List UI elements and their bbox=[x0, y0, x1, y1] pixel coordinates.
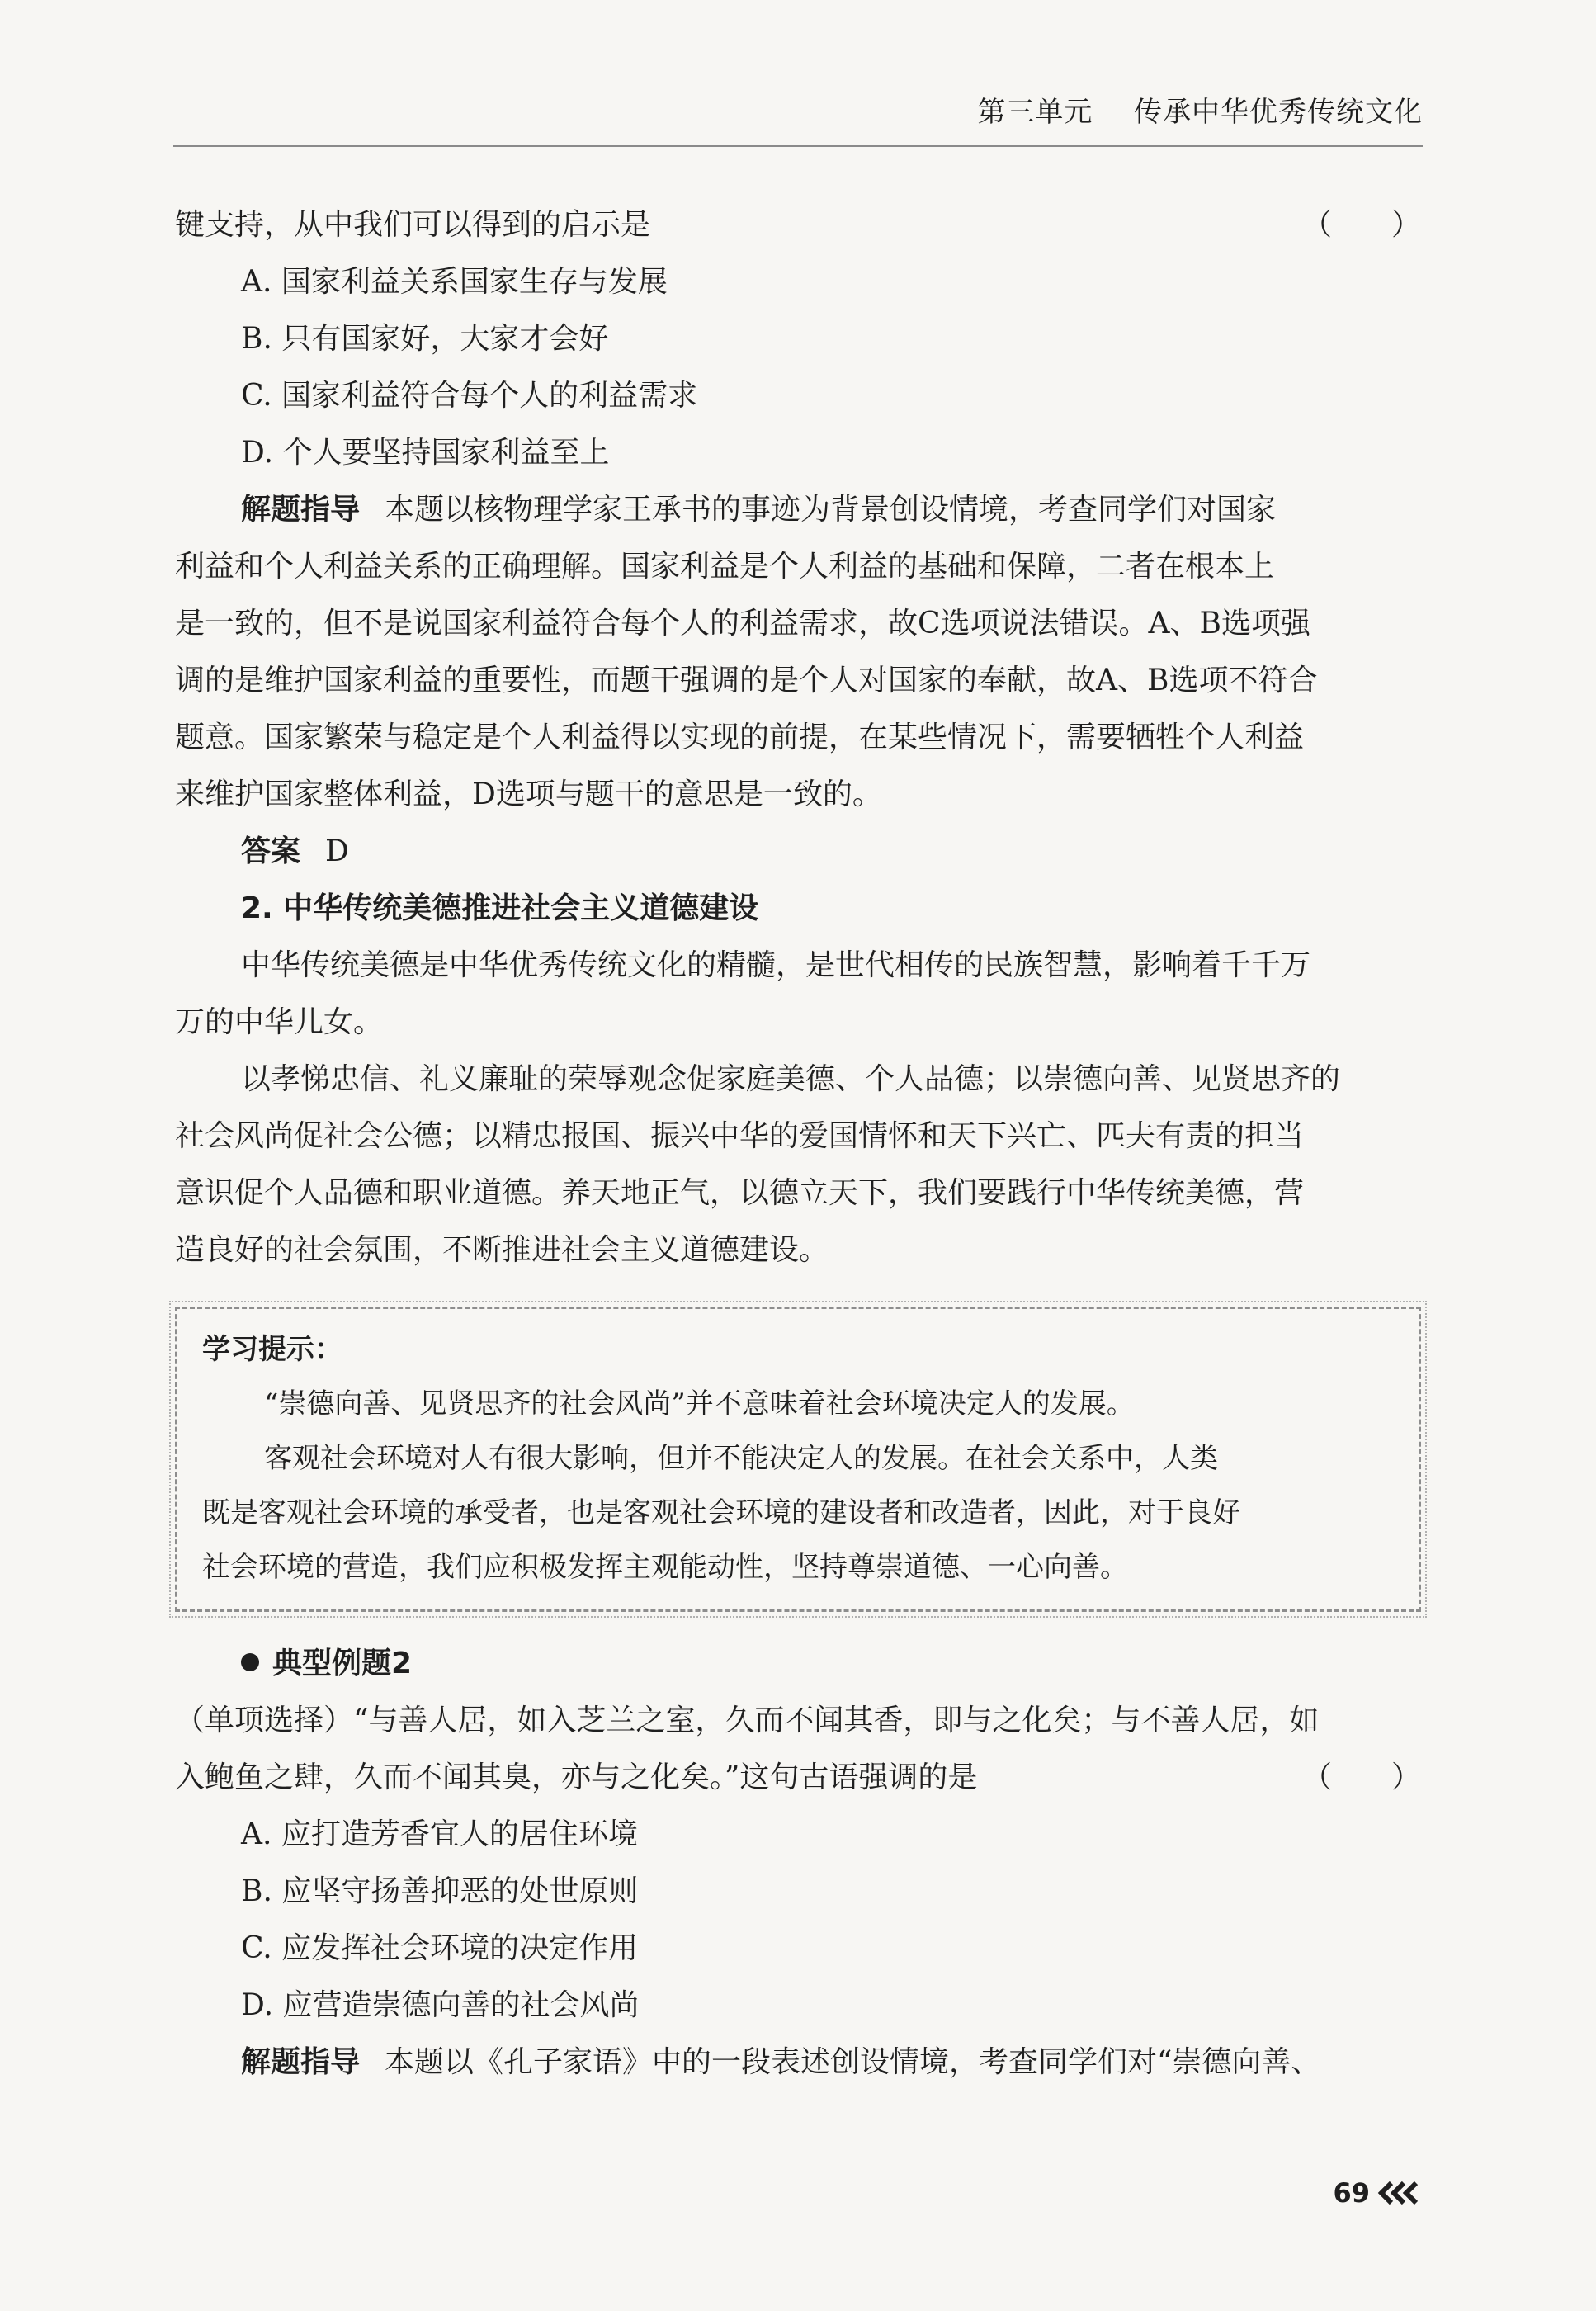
page-content bbox=[175, 196, 1421, 2091]
q2-guide: 解题指导 本题以《孔子家语》中的一段表述创设情境，考查同学们对“崇德向善、 bbox=[241, 2045, 1321, 2079]
q2-stem-line: 入鲍鱼之肆，久而不闻其臭，亦与之化矣。”这句古语强调的是 （ ） bbox=[175, 1749, 1421, 1806]
q1-stem: 键支持，从中我们可以得到的启示是 （ ） bbox=[175, 196, 1421, 253]
tip-line: “崇德向善、见贤思齐的社会风尚”并不意味着社会环境决定人的发展。 bbox=[264, 1387, 1135, 1420]
header-rule bbox=[173, 145, 1423, 147]
paragraph-line: 万的中华儿女。 bbox=[175, 1005, 384, 1039]
tip-title: 学习提示： bbox=[202, 1333, 342, 1366]
q1-option-a: A. 国家利益关系国家生存与发展 bbox=[241, 265, 668, 299]
example-heading: 典型例题2 bbox=[175, 1635, 1421, 1692]
running-header bbox=[977, 89, 1423, 130]
q2-stem-line: （单项选择）“与善人居，如入芝兰之室，久而不闻其香，即与之化矣；与不善人居，如 bbox=[175, 1704, 1320, 1737]
unit-label: 第三单元 bbox=[977, 96, 1093, 129]
answer-value: D bbox=[325, 834, 349, 868]
paragraph-line: 中华传统美德是中华优秀传统文化的精髓，是世代相传的民族智慧，影响着千千万 bbox=[241, 948, 1311, 982]
q1-guide-line: 利益和个人利益关系的正确理解。国家利益是个人利益的基础和保障，二者在根本上 bbox=[175, 550, 1275, 584]
q1-guide-line: 调的是维护国家利益的重要性，而题干强调的是个人对国家的奉献，故A、B选项不符合 bbox=[175, 664, 1318, 697]
q2-option-a: A. 应打造芳香宜人的居住环境 bbox=[241, 1817, 638, 1851]
chevron-left-icon bbox=[1376, 2181, 1423, 2205]
q2-option-b: B. 应坚守扬善抑恶的处世原则 bbox=[241, 1874, 639, 1908]
unit-title: 传承中华优秀传统文化 bbox=[1134, 96, 1423, 129]
q1-guide: 解题指导 本题以核物理学家王承书的事迹为背景创设情境，考查同学们对国家 bbox=[241, 493, 1277, 527]
section-heading: 2. 中华传统美德推进社会主义道德建设 bbox=[241, 891, 759, 925]
answer-label: 答案 bbox=[241, 834, 301, 868]
answer-paren: （ ） bbox=[1301, 208, 1421, 242]
guide-label: 解题指导 bbox=[241, 493, 361, 527]
tip-line: 客观社会环境对人有很大影响，但并不能决定人的发展。在社会关系中，人类 bbox=[264, 1442, 1218, 1475]
q1-option-c: C. 国家利益符合每个人的利益需求 bbox=[241, 379, 698, 413]
q1-guide-line: 来维护国家整体利益，D选项与题干的意思是一致的。 bbox=[175, 777, 882, 811]
tip-line: 既是客观社会环境的承受者，也是客观社会环境的建设者和改造者，因此，对于良好 bbox=[202, 1496, 1240, 1529]
paragraph-line: 以孝悌忠信、礼义廉耻的荣辱观念促家庭美德、个人品德；以崇德向善、见贤思齐的 bbox=[241, 1062, 1341, 1096]
paragraph-line: 造良好的社会氛围，不断推进社会主义道德建设。 bbox=[175, 1233, 829, 1267]
answer-paren: （ ） bbox=[1301, 1760, 1421, 1794]
q2-option-c: C. 应发挥社会环境的决定作用 bbox=[241, 1931, 639, 1965]
q1-guide-line: 题意。国家繁荣与稳定是个人利益得以实现的前提，在某些情况下，需要牺牲个人利益 bbox=[175, 721, 1305, 754]
tip-line: 社会环境的营造，我们应积极发挥主观能动性，坚持尊崇道德、一心向善。 bbox=[202, 1551, 1128, 1584]
paragraph-line: 社会风尚促社会公德；以精忠报国、振兴中华的爱国情怀和天下兴亡、匹夫有责的担当 bbox=[175, 1119, 1305, 1153]
q2-option-d: D. 应营造崇德向善的社会风尚 bbox=[241, 1988, 640, 2022]
q1-answer bbox=[175, 823, 1421, 880]
page-number: 69 bbox=[1333, 2177, 1423, 2209]
learning-tip-box bbox=[175, 1307, 1421, 1612]
q1-option-d: D. 个人要坚持国家利益至上 bbox=[241, 436, 610, 470]
paragraph-line: 意识促个人品德和职业道德。养天地正气，以德立天下，我们要践行中华传统美德，营 bbox=[175, 1176, 1305, 1210]
q1-option-b: B. 只有国家好，大家才会好 bbox=[241, 322, 609, 356]
q1-guide-line: 是一致的，但不是说国家利益符合每个人的利益需求，故C选项说法错误。A、B选项强 bbox=[175, 607, 1310, 640]
guide-label: 解题指导 bbox=[241, 2045, 361, 2079]
bullet-icon bbox=[241, 1653, 259, 1671]
